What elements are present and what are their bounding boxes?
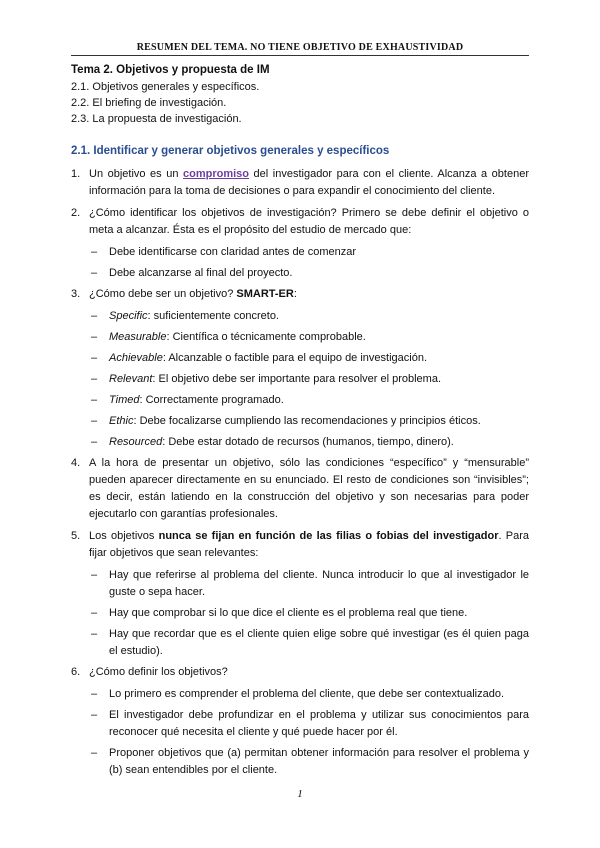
- sub-item: – Debe identificarse con claridad antes de comenzar: [91, 246, 357, 258]
- page-number: 1: [297, 788, 303, 800]
- item-number: 1.: [71, 168, 81, 180]
- list-item-6: 6. ¿Cómo definir los objetivos?: [71, 664, 529, 681]
- topic-title: Tema 2. Objetivos y propuesta de IM: [71, 64, 270, 76]
- list-item-1: 1. Un objetivo es un compromiso del investigador para con el cliente. Alcanza a obtener información para la toma de decisiones o para expandir el conocimiento del cliente.: [71, 168, 529, 197]
- sub-item: – Lo primero es comprender el problema del cliente, que debe ser contextualizado.: [91, 688, 505, 700]
- list-item-2: 2. ¿Cómo identificar los objetivos de investigación? Primero se debe definir el objetivo o meta a alcanzar. Ésta es el propósito del estudio de mercado que:: [71, 207, 529, 236]
- sub-item: – Specific: suficientemente concreto.: [91, 310, 279, 322]
- item-number: 3.: [71, 288, 81, 300]
- section-heading: 2.1. Identificar y generar objetivos generales y específicos: [71, 145, 390, 157]
- document-page: [71, 42, 529, 783]
- toc-item: 2.3. La propuesta de investigación.: [71, 113, 242, 125]
- list-item-5: 5. Los objetivos nunca se fijan en función de las filias o fobias del investigador. Para fijar objetivos que sean relevantes:: [71, 530, 530, 559]
- item-number: 6.: [71, 666, 81, 678]
- sub-item: – Timed: Correctamente programado.: [91, 394, 284, 406]
- toc-item: 2.2. El briefing de investigación.: [71, 97, 227, 109]
- sub-item: – El investigador debe profundizar en el problema y utilizar sus conocimientos para reconocer qué necesita el cliente y qué puede hacer por él.: [91, 709, 529, 738]
- compromiso-link[interactable]: compromiso: [183, 168, 250, 180]
- sub-item: – Hay que referirse al problema del cliente. Nunca introducir lo que al investigador le guste o sepa hacer.: [91, 569, 529, 598]
- sub-item: – Measurable: Científica o técnicamente comprobable.: [91, 331, 366, 343]
- sub-item: – Resourced: Debe estar dotado de recursos (humanos, tiempo, dinero).: [91, 436, 454, 448]
- toc-item: 2.1. Objetivos generales y específicos.: [71, 81, 260, 93]
- sub-item: – Proponer objetivos que (a) permitan obtener información para resolver el problema y (b) sean entendibles por el cliente.: [91, 747, 529, 776]
- sub-item: – Relevant: El objetivo debe ser importante para resolver el problema.: [91, 373, 442, 385]
- smarter-label: SMART-ER: [236, 288, 294, 300]
- sub-item: – Ethic: Debe focalizarse cumpliendo las recomendaciones y principios éticos.: [91, 415, 481, 427]
- sub-item: – Debe alcanzarse al final del proyecto.: [91, 267, 293, 279]
- list-item-4: 4. A la hora de presentar un objetivo, sólo las condiciones “específico” y “mensurable” pueden aparecer directamente en su enunciado. El resto de condiciones son “invisibles”; es decir, están latiendo en la construcción del objetivo y son necesarias para poder ejecutarlo con garantías profesionales.: [71, 457, 529, 520]
- sub-item: – Hay que comprobar si lo que dice el cliente es el problema real que tiene.: [91, 607, 468, 619]
- item-number: 2.: [71, 207, 81, 219]
- sub-item: – Hay que recordar que es el cliente quien elige sobre qué investigar (es él quien paga el estudio).: [91, 628, 529, 657]
- item-number: 5.: [71, 530, 81, 542]
- page-header: RESUMEN DEL TEMA. NO TIENE OBJETIVO DE EXHAUSTIVIDAD: [71, 42, 529, 56]
- sub-item: – Achievable: Alcanzable o factible para el equipo de investigación.: [91, 352, 428, 364]
- item-number: 4.: [71, 457, 81, 469]
- list-item-3: 3. ¿Cómo debe ser un objetivo? SMART-ER:: [71, 286, 529, 303]
